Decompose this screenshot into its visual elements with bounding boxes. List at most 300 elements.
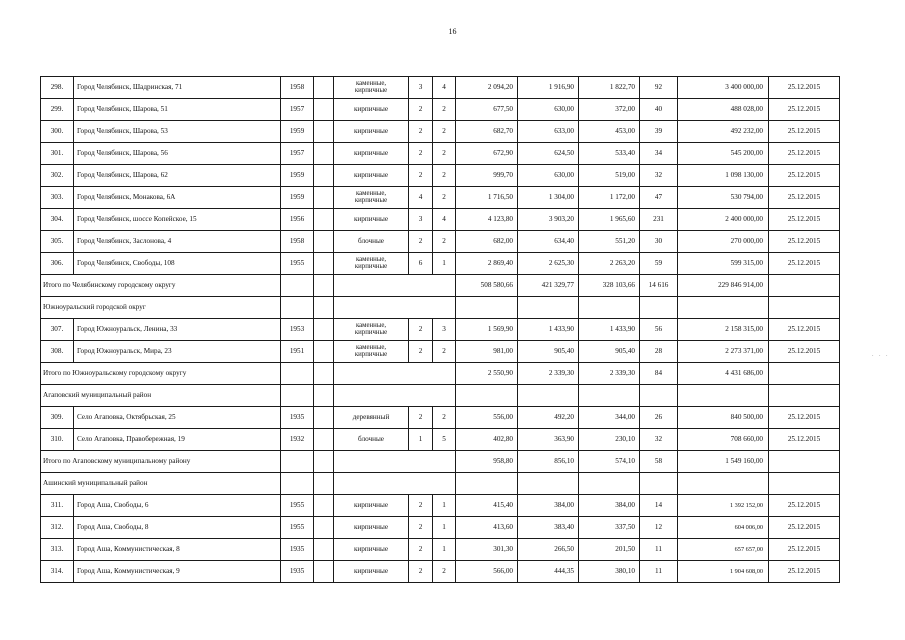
- cost-cell: [678, 165, 769, 187]
- address-cell: Село Агаповка, Правобережная, 19: [74, 429, 281, 451]
- table-row: [41, 517, 840, 539]
- material-text: блочные: [358, 236, 384, 245]
- cost-cell: 4 431 686,00: [678, 363, 769, 385]
- area-a-cell: 3 903,20: [518, 209, 579, 231]
- row-number: 308.: [41, 341, 74, 363]
- material-cell: [334, 341, 409, 363]
- area-total-cell: 413,60: [456, 517, 518, 539]
- year-cell: 1956: [281, 209, 314, 231]
- cost-cell: [678, 253, 769, 275]
- table-row: [41, 209, 840, 231]
- row-number: 311.: [41, 495, 74, 517]
- empty-cell: [579, 297, 640, 319]
- date-cell: 25.12.2015: [769, 77, 840, 99]
- table-row: [41, 407, 840, 429]
- cost-cell: [678, 209, 769, 231]
- empty-cell: [281, 363, 314, 385]
- address-cell: Город Аша, Свободы, 6: [74, 495, 281, 517]
- area-a-cell: 1 916,90: [518, 77, 579, 99]
- area-b-cell: 2 263,20: [579, 253, 640, 275]
- row-number: 298.: [41, 77, 74, 99]
- cost-text: 1 098 130,00: [725, 170, 763, 179]
- cost-text: 492 232,00: [730, 126, 763, 135]
- row-number: 303.: [41, 187, 74, 209]
- area-total-cell: 677,50: [456, 99, 518, 121]
- housing-registry-table: [40, 76, 840, 583]
- date-cell: 25.12.2015: [769, 561, 840, 583]
- area-total-cell: 402,80: [456, 429, 518, 451]
- empty-cell: [314, 539, 334, 561]
- empty-cell: [314, 385, 334, 407]
- empty-cell: [314, 275, 334, 297]
- empty-cell: [640, 385, 678, 407]
- material-text: каменные,: [355, 255, 387, 263]
- area-a-cell: 630,00: [518, 165, 579, 187]
- cost-cell: [678, 319, 769, 341]
- table-row: [41, 495, 840, 517]
- cost-text: 2 273 371,00: [725, 346, 763, 355]
- material-text: каменные,: [355, 343, 387, 351]
- cost-cell: [678, 121, 769, 143]
- year-cell: 1959: [281, 187, 314, 209]
- area-total-cell: 4 123,80: [456, 209, 518, 231]
- table-row: [41, 341, 840, 363]
- empty-cell: [769, 451, 840, 473]
- empty-cell: [314, 363, 334, 385]
- material-cell: [334, 187, 409, 209]
- row-number: 300.: [41, 121, 74, 143]
- date-cell: 25.12.2015: [769, 341, 840, 363]
- empty-cell: [314, 77, 334, 99]
- address-cell: Город Аша, Свободы, 8: [74, 517, 281, 539]
- address-cell: Город Аша, Коммунистическая, 8: [74, 539, 281, 561]
- material-cell: [334, 517, 409, 539]
- year-cell: 1957: [281, 99, 314, 121]
- empty-cell: [769, 385, 840, 407]
- floors-cell: 6: [409, 253, 433, 275]
- area-a-cell: 2 625,30: [518, 253, 579, 275]
- area-a-cell: 1 304,00: [518, 187, 579, 209]
- empty-cell: [314, 517, 334, 539]
- empty-cell: [769, 297, 840, 319]
- area-b-cell: 372,00: [579, 99, 640, 121]
- row-number: 304.: [41, 209, 74, 231]
- row-number: 306.: [41, 253, 74, 275]
- floors-cell: 2: [409, 99, 433, 121]
- area-total-cell: 682,70: [456, 121, 518, 143]
- year-cell: 1935: [281, 539, 314, 561]
- entrances-cell: 2: [433, 165, 456, 187]
- area-b-cell: 380,10: [579, 561, 640, 583]
- empty-cell: [640, 473, 678, 495]
- area-total-cell: 556,00: [456, 407, 518, 429]
- empty-cell: [456, 297, 518, 319]
- row-number: 305.: [41, 231, 74, 253]
- residents-cell: 30: [640, 231, 678, 253]
- area-b-cell: 201,50: [579, 539, 640, 561]
- residents-cell: 32: [640, 165, 678, 187]
- area-b-cell: 328 103,66: [579, 275, 640, 297]
- residents-cell: 32: [640, 429, 678, 451]
- cost-cell: [678, 99, 769, 121]
- area-total-cell: 1 569,90: [456, 319, 518, 341]
- residents-cell: 28: [640, 341, 678, 363]
- empty-cell: [678, 297, 769, 319]
- area-b-cell: 551,20: [579, 231, 640, 253]
- empty-cell: [334, 451, 456, 473]
- year-cell: 1935: [281, 561, 314, 583]
- cost-cell: [678, 77, 769, 99]
- row-number: 302.: [41, 165, 74, 187]
- material-text: кирпичные: [353, 170, 389, 179]
- area-a-cell: 2 339,30: [518, 363, 579, 385]
- address-cell: Город Челябинск, Шадринская, 71: [74, 77, 281, 99]
- cost-text: 708 660,00: [730, 434, 763, 443]
- cost-text: 1 392 152,00: [729, 501, 763, 509]
- area-a-cell: 384,00: [518, 495, 579, 517]
- area-a-cell: 363,90: [518, 429, 579, 451]
- area-total-cell: 1 716,50: [456, 187, 518, 209]
- cost-text: 488 028,00: [730, 104, 763, 113]
- date-cell: 25.12.2015: [769, 407, 840, 429]
- empty-cell: [314, 451, 334, 473]
- year-cell: 1935: [281, 407, 314, 429]
- area-a-cell: 624,50: [518, 143, 579, 165]
- floors-cell: 2: [409, 561, 433, 583]
- address-cell: Город Челябинск, Шарова, 53: [74, 121, 281, 143]
- residents-cell: 14 616: [640, 275, 678, 297]
- date-cell: 25.12.2015: [769, 165, 840, 187]
- cost-cell: [678, 187, 769, 209]
- material-cell: [334, 495, 409, 517]
- cost-cell: [678, 561, 769, 583]
- cost-text: 530 794,00: [730, 192, 763, 201]
- area-a-cell: 630,00: [518, 99, 579, 121]
- section-label: Южноуральский городской округ: [41, 297, 281, 319]
- empty-cell: [334, 297, 456, 319]
- address-cell: Город Челябинск, Свободы, 108: [74, 253, 281, 275]
- floors-cell: 2: [409, 143, 433, 165]
- address-cell: Город Южноуральск, Ленина, 33: [74, 319, 281, 341]
- entrances-cell: 2: [433, 561, 456, 583]
- residents-cell: 39: [640, 121, 678, 143]
- year-cell: 1955: [281, 495, 314, 517]
- material-cell: [334, 539, 409, 561]
- section-header-row: [41, 385, 840, 407]
- empty-cell: [281, 297, 314, 319]
- empty-cell: [334, 275, 456, 297]
- empty-cell: [314, 143, 334, 165]
- residents-cell: 26: [640, 407, 678, 429]
- cost-text: 545 200,00: [730, 148, 763, 157]
- area-total-cell: 2 869,40: [456, 253, 518, 275]
- area-total-cell: 2 094,20: [456, 77, 518, 99]
- empty-cell: [314, 187, 334, 209]
- residents-cell: 84: [640, 363, 678, 385]
- area-a-cell: 383,40: [518, 517, 579, 539]
- residents-cell: 47: [640, 187, 678, 209]
- residents-cell: 12: [640, 517, 678, 539]
- empty-cell: [314, 429, 334, 451]
- address-cell: Город Челябинск, Шарова, 51: [74, 99, 281, 121]
- year-cell: 1955: [281, 253, 314, 275]
- empty-cell: [314, 165, 334, 187]
- cost-text: 2 400 000,00: [725, 214, 763, 223]
- floors-cell: 4: [409, 187, 433, 209]
- empty-cell: [334, 363, 456, 385]
- row-number: 299.: [41, 99, 74, 121]
- address-cell: Город Челябинск, Шарова, 62: [74, 165, 281, 187]
- entrances-cell: 2: [433, 407, 456, 429]
- address-cell: Село Агаповка, Октябрьская, 25: [74, 407, 281, 429]
- empty-cell: [579, 385, 640, 407]
- empty-cell: [281, 451, 314, 473]
- area-b-cell: 1 433,90: [579, 319, 640, 341]
- empty-cell: [314, 99, 334, 121]
- table-row: [41, 143, 840, 165]
- cost-cell: [678, 341, 769, 363]
- material-cell: [334, 165, 409, 187]
- empty-cell: [769, 473, 840, 495]
- cost-text: 604 006,00: [734, 523, 763, 531]
- floors-cell: 2: [409, 495, 433, 517]
- empty-cell: [769, 275, 840, 297]
- empty-cell: [314, 253, 334, 275]
- empty-cell: [314, 121, 334, 143]
- material-text: кирпичные: [353, 566, 389, 575]
- address-cell: Город Челябинск, Монакова, 6А: [74, 187, 281, 209]
- area-total-cell: 999,70: [456, 165, 518, 187]
- subtotal-row: [41, 451, 840, 473]
- residents-cell: 92: [640, 77, 678, 99]
- material-cell: [334, 77, 409, 99]
- year-cell: 1958: [281, 231, 314, 253]
- area-b-cell: 574,10: [579, 451, 640, 473]
- material-cell: [334, 143, 409, 165]
- area-b-cell: 1 172,00: [579, 187, 640, 209]
- floors-cell: 2: [409, 539, 433, 561]
- entrances-cell: 5: [433, 429, 456, 451]
- row-number: 301.: [41, 143, 74, 165]
- empty-cell: [314, 561, 334, 583]
- material-cell: [334, 209, 409, 231]
- floors-cell: 3: [409, 77, 433, 99]
- year-cell: 1957: [281, 143, 314, 165]
- area-a-cell: 1 433,90: [518, 319, 579, 341]
- material-text: кирпичные: [354, 328, 388, 336]
- empty-cell: [678, 473, 769, 495]
- empty-cell: [314, 231, 334, 253]
- area-a-cell: 856,10: [518, 451, 579, 473]
- year-cell: 1959: [281, 165, 314, 187]
- residents-cell: 34: [640, 143, 678, 165]
- material-text: каменные,: [355, 79, 387, 87]
- empty-cell: [518, 473, 579, 495]
- entrances-cell: 1: [433, 253, 456, 275]
- area-total-cell: 958,80: [456, 451, 518, 473]
- area-a-cell: 266,50: [518, 539, 579, 561]
- date-cell: 25.12.2015: [769, 253, 840, 275]
- address-cell: Город Челябинск, Шарова, 56: [74, 143, 281, 165]
- residents-cell: 58: [640, 451, 678, 473]
- floors-cell: 2: [409, 407, 433, 429]
- area-b-cell: 905,40: [579, 341, 640, 363]
- row-number: 309.: [41, 407, 74, 429]
- material-text: каменные,: [355, 321, 387, 329]
- address-cell: Город Южноуральск, Мира, 23: [74, 341, 281, 363]
- material-text: кирпичные: [353, 522, 389, 531]
- subtotal-label: Итого по Агаповскому муниципальному району: [41, 451, 281, 473]
- entrances-cell: 1: [433, 517, 456, 539]
- residents-cell: 231: [640, 209, 678, 231]
- entrances-cell: 2: [433, 187, 456, 209]
- date-cell: 25.12.2015: [769, 517, 840, 539]
- residents-cell: 14: [640, 495, 678, 517]
- residents-cell: 59: [640, 253, 678, 275]
- floors-cell: 2: [409, 165, 433, 187]
- empty-cell: [518, 385, 579, 407]
- empty-cell: [579, 473, 640, 495]
- area-total-cell: 566,00: [456, 561, 518, 583]
- section-label: Ашинский муниципальный район: [41, 473, 281, 495]
- area-b-cell: 384,00: [579, 495, 640, 517]
- year-cell: 1958: [281, 77, 314, 99]
- area-total-cell: 672,90: [456, 143, 518, 165]
- material-cell: [334, 407, 409, 429]
- row-number: 312.: [41, 517, 74, 539]
- area-total-cell: 415,40: [456, 495, 518, 517]
- area-total-cell: 2 550,90: [456, 363, 518, 385]
- floors-cell: 2: [409, 517, 433, 539]
- cost-text: 599 315,00: [730, 258, 763, 267]
- table-row: [41, 187, 840, 209]
- subtotal-row: [41, 275, 840, 297]
- material-text: кирпичные: [354, 262, 388, 270]
- row-number: 307.: [41, 319, 74, 341]
- date-cell: 25.12.2015: [769, 99, 840, 121]
- material-text: каменные,: [355, 189, 387, 197]
- material-text: кирпичные: [353, 544, 389, 553]
- year-cell: 1953: [281, 319, 314, 341]
- table-row: [41, 429, 840, 451]
- stray-mark: . . .: [872, 352, 890, 358]
- table-row: [41, 253, 840, 275]
- material-text: деревянный: [352, 412, 390, 421]
- material-cell: [334, 319, 409, 341]
- material-text: кирпичные: [353, 126, 389, 135]
- table-row: [41, 561, 840, 583]
- cost-text: 840 500,00: [730, 412, 763, 421]
- floors-cell: 2: [409, 231, 433, 253]
- entrances-cell: 4: [433, 77, 456, 99]
- residents-cell: 11: [640, 561, 678, 583]
- table-row: [41, 121, 840, 143]
- date-cell: 25.12.2015: [769, 429, 840, 451]
- section-header-row: [41, 473, 840, 495]
- entrances-cell: 2: [433, 121, 456, 143]
- area-a-cell: 444,35: [518, 561, 579, 583]
- entrances-cell: 2: [433, 231, 456, 253]
- date-cell: 25.12.2015: [769, 121, 840, 143]
- floors-cell: 2: [409, 319, 433, 341]
- row-number: 314.: [41, 561, 74, 583]
- year-cell: 1955: [281, 517, 314, 539]
- empty-cell: [314, 495, 334, 517]
- material-text: кирпичные: [353, 104, 389, 113]
- entrances-cell: 2: [433, 143, 456, 165]
- cost-cell: [678, 407, 769, 429]
- subtotal-row: [41, 363, 840, 385]
- address-cell: Город Аша, Коммунистическая, 9: [74, 561, 281, 583]
- table-row: [41, 319, 840, 341]
- empty-cell: [314, 473, 334, 495]
- cost-cell: 1 549 160,00: [678, 451, 769, 473]
- date-cell: 25.12.2015: [769, 143, 840, 165]
- area-a-cell: 905,40: [518, 341, 579, 363]
- year-cell: 1932: [281, 429, 314, 451]
- empty-cell: [640, 297, 678, 319]
- empty-cell: [678, 385, 769, 407]
- residents-cell: 56: [640, 319, 678, 341]
- empty-cell: [281, 385, 314, 407]
- area-b-cell: 344,00: [579, 407, 640, 429]
- area-b-cell: 533,40: [579, 143, 640, 165]
- area-b-cell: 230,10: [579, 429, 640, 451]
- cost-cell: [678, 231, 769, 253]
- cost-text: 3 400 000,00: [725, 82, 763, 91]
- table-row: [41, 539, 840, 561]
- area-total-cell: 508 580,66: [456, 275, 518, 297]
- empty-cell: [456, 473, 518, 495]
- area-b-cell: 519,00: [579, 165, 640, 187]
- area-total-cell: 981,00: [456, 341, 518, 363]
- floors-cell: 1: [409, 429, 433, 451]
- area-b-cell: 337,50: [579, 517, 640, 539]
- empty-cell: [518, 297, 579, 319]
- empty-cell: [314, 209, 334, 231]
- entrances-cell: 1: [433, 539, 456, 561]
- section-label: Агаповский муниципальный район: [41, 385, 281, 407]
- material-text: кирпичные: [353, 214, 389, 223]
- row-number: 310.: [41, 429, 74, 451]
- section-header-row: [41, 297, 840, 319]
- year-cell: 1951: [281, 341, 314, 363]
- year-cell: 1959: [281, 121, 314, 143]
- empty-cell: [281, 275, 314, 297]
- area-a-cell: 634,40: [518, 231, 579, 253]
- material-text: кирпичные: [354, 86, 388, 94]
- cost-text: 657 657,00: [734, 545, 763, 553]
- table-row: [41, 77, 840, 99]
- empty-cell: [281, 473, 314, 495]
- material-text: кирпичные: [354, 350, 388, 358]
- residents-cell: 11: [640, 539, 678, 561]
- cost-text: 1 904 608,00: [729, 567, 763, 575]
- empty-cell: [314, 319, 334, 341]
- material-text: кирпичные: [353, 500, 389, 509]
- row-number: 313.: [41, 539, 74, 561]
- area-b-cell: 453,00: [579, 121, 640, 143]
- empty-cell: [334, 473, 456, 495]
- material-text: блочные: [358, 434, 384, 443]
- empty-cell: [334, 385, 456, 407]
- subtotal-label: Итого по Челябинскому городскому округу: [41, 275, 281, 297]
- area-total-cell: 301,30: [456, 539, 518, 561]
- material-cell: [334, 253, 409, 275]
- table-row: [41, 165, 840, 187]
- floors-cell: 3: [409, 209, 433, 231]
- entrances-cell: 4: [433, 209, 456, 231]
